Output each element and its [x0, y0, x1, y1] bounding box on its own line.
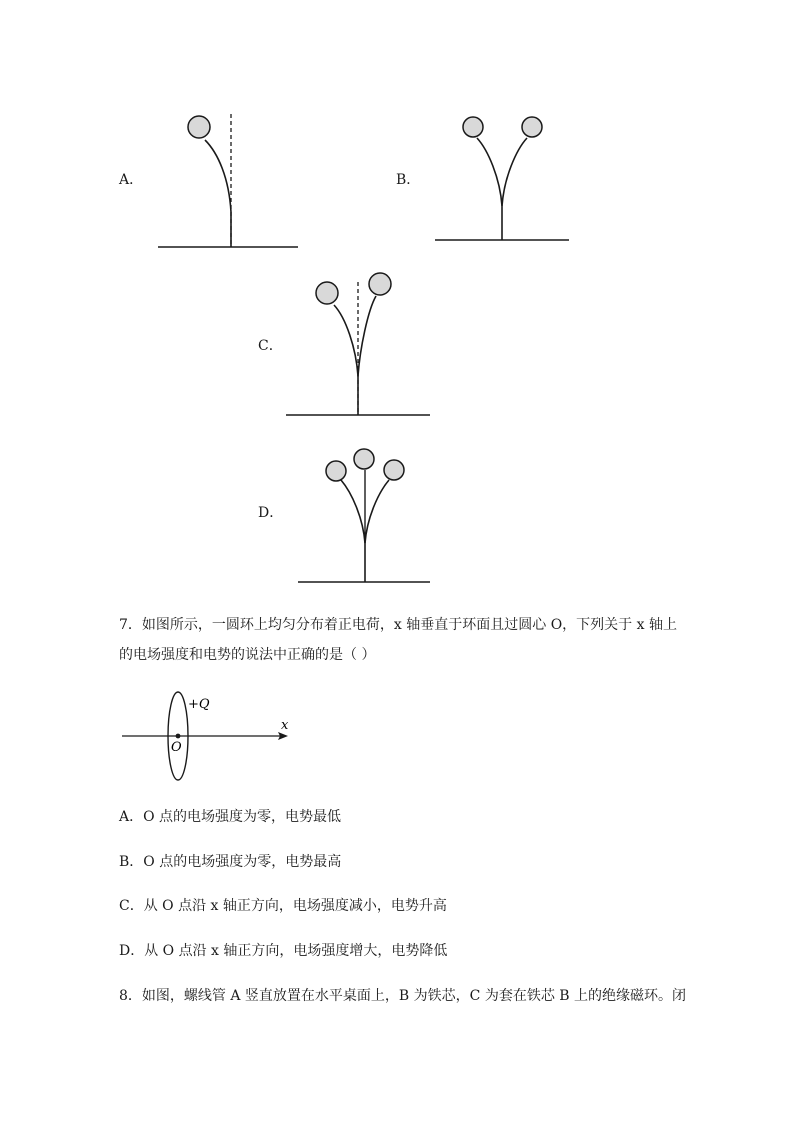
- stem-curve-left: [477, 138, 502, 206]
- ball-left: [463, 117, 483, 137]
- option-a-figure: [150, 108, 310, 253]
- axis-label: x: [281, 718, 289, 733]
- ball-left: [316, 282, 338, 304]
- option-c-label: C．: [258, 338, 283, 354]
- option-c-figure: [280, 268, 440, 420]
- q7-option-c[interactable]: C．从 O 点沿 x 轴正方向，电场强度减小，电势升高: [119, 898, 447, 914]
- q7-option-d[interactable]: D．从 O 点沿 x 轴正方向，电场强度增大，电势降低: [119, 943, 448, 959]
- option-d-figure: [290, 443, 440, 588]
- ball: [188, 116, 210, 138]
- stem-curve-left: [334, 305, 358, 376]
- stem-curve-left: [341, 480, 365, 543]
- origin-label: O: [171, 740, 182, 755]
- stem-curve-left: [205, 140, 231, 247]
- q7-option-a[interactable]: A．O 点的电场强度为零，电势最低: [119, 809, 342, 825]
- ball-left: [326, 461, 346, 481]
- stem-curve-right: [502, 138, 527, 206]
- ball-right: [369, 273, 391, 295]
- q8-stem-line-1: 8．如图，螺线管 A 竖直放置在水平桌面上，B 为铁芯，C 为套在铁芯 B 上的绝缘磁环。闭: [119, 988, 687, 1004]
- ring-charge-figure: [118, 688, 298, 788]
- q7-stem-line-2: 的电场强度和电势的说法中正确的是（ ）: [119, 647, 376, 663]
- origin-point: [176, 734, 181, 739]
- stem-curve-right: [358, 296, 376, 376]
- q7-stem-line-1: 7．如图所示，一圆环上均匀分布着正电荷，x 轴垂直于环面且过圆心 O，下列关于 x 轴上: [119, 617, 677, 633]
- q7-option-b[interactable]: B．O 点的电场强度为零，电势最高: [119, 854, 342, 870]
- option-a-label: A．: [119, 172, 144, 188]
- stem-curve-right: [365, 480, 389, 543]
- option-b-figure: [430, 108, 580, 248]
- ball-right: [522, 117, 542, 137]
- option-d-label: D．: [258, 505, 284, 521]
- ball-center: [354, 449, 374, 469]
- option-b-label: B．: [396, 172, 421, 188]
- ball-right: [384, 460, 404, 480]
- charge-label: +Q: [188, 697, 210, 712]
